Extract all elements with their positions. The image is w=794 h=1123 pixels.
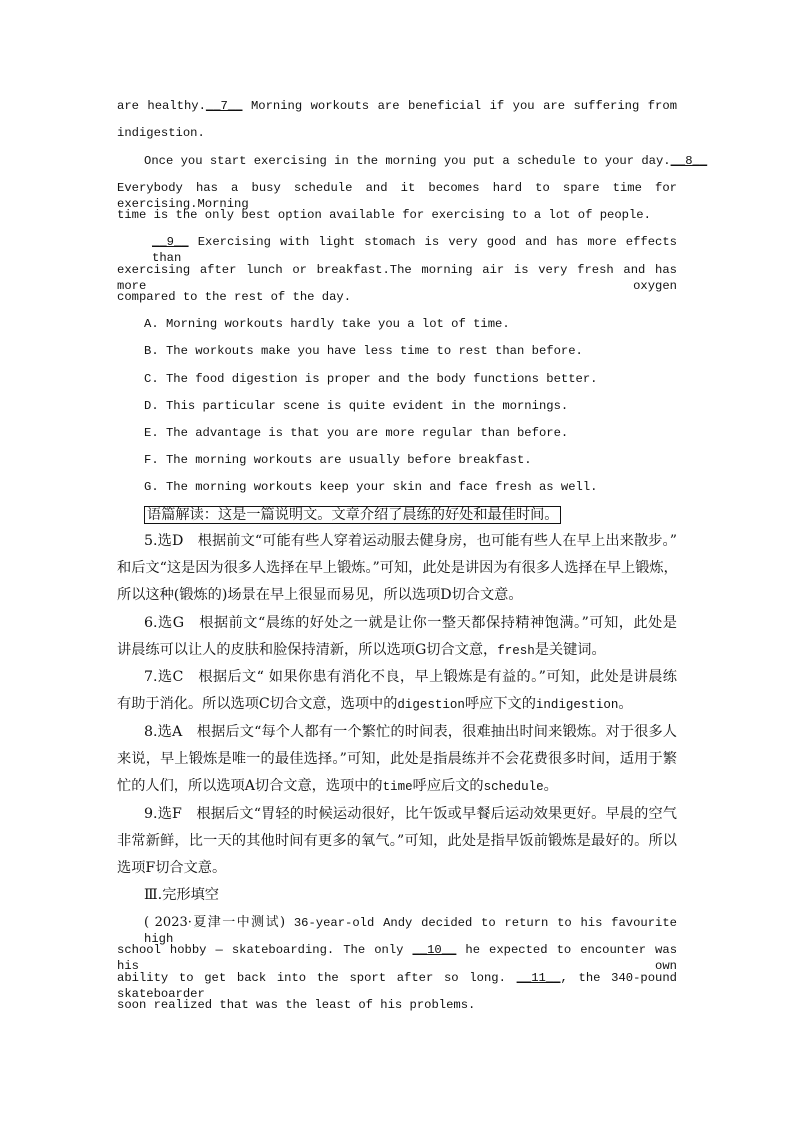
answer-9-line: 选项F切合文意。 [117, 860, 227, 876]
option-f: F. The morning workouts are usually before breakfast. [144, 453, 532, 467]
passage-line: are healthy.__7__ Morning workouts are beneficial if you are suffering from [117, 99, 678, 113]
answer-5-line: 5.选D 根据前文“可能有些人穿着运动服去健身房，也可能有些人在早上出来散步。” [144, 533, 677, 549]
cloze-line: ability to get back into the sport after so long. __11__, the 340-pound skateboarder [117, 971, 677, 1001]
option-a: A. Morning workouts hardly take you a lot of time. [144, 317, 510, 331]
passage-line: compared to the rest of the day. [117, 290, 352, 304]
answer-5-line: 和后文“这是因为很多人选择在早上锻炼。”可知，此处是讲因为有很多人选择在早上锻炼， [117, 560, 678, 576]
answer-7-line: 7.选C 根据后文“ 如果你患有消化不良，早上锻炼是有益的。”可知，此处是讲晨练 [144, 669, 677, 685]
passage-line: Everybody has a busy schedule and it becomes hard to spare time for exercising.Morning [117, 181, 677, 211]
blank-8: __8__ [670, 154, 708, 168]
blank-7: __7__ [205, 99, 243, 113]
option-g: G. The morning workouts keep your skin and face fresh as well. [144, 480, 598, 494]
blank-11: __11__ [516, 971, 561, 985]
cloze-source: ( 2023·夏津一中测试) [144, 915, 286, 930]
answer-5-line: 所以这种(锻炼的)场景在早上很显而易见，所以选项D切合文意。 [117, 587, 523, 603]
answer-6-line: 6.选G 根据前文“晨练的好处之一就是让你一整天都保持精神饱满。”可知，此处是 [144, 615, 677, 631]
answer-8-line: 忙的人们，所以选项A切合文意，选项中的time呼应后文的schedule。 [117, 778, 558, 794]
reading-note: 语篇解读：这是一篇说明文。文章介绍了晨练的好处和最佳时间。 [144, 506, 677, 524]
option-d: D. This particular scene is quite evident in the mornings. [144, 399, 569, 413]
passage-line: __9__ Exercising with light stomach is very good and has more effects than [152, 235, 677, 265]
answer-8-line: 8.选A 根据后文“每个人都有一个繁忙的时间表，很难抽出时间来锻炼。对于很多人 [144, 724, 677, 740]
answer-6-line: 讲晨练可以让人的皮肤和脸保持清新，所以选项G切合文意，fresh是关键词。 [117, 642, 606, 658]
answer-8-line: 来说，早上锻炼是唯一的最佳选择。”可知，此处是指晨练并不会花费很多时间，适用于繁 [117, 751, 677, 767]
blank-10: __10__ [412, 943, 457, 957]
answer-7-line: 有助于消化。所以选项C切合文意，选项中的digestion呼应下文的indigestion。 [117, 696, 633, 712]
option-c: C. The food digestion is proper and the body functions better. [144, 372, 598, 386]
passage-line: indigestion. [117, 126, 205, 140]
cloze-line: ( 2023·夏津一中测试) 36-year-old Andy decided to return to his favourite high [144, 915, 677, 946]
passage-line: exercising after lunch or breakfast.The morning air is very fresh and has more oxygen [117, 263, 677, 293]
cloze-line: soon realized that was the least of his problems. [117, 998, 476, 1012]
blank-9: __9__ [152, 235, 189, 249]
option-e: E. The advantage is that you are more regular than before. [144, 426, 569, 440]
passage-line: time is the only best option available for exercising to a lot of people. [117, 208, 651, 222]
section-heading: Ⅲ.完形填空 [144, 887, 219, 903]
answer-9-line: 非常新鲜，比一天的其他时间有更多的氧气。”可知，此处是指早饭前锻炼是最好的。所以 [117, 833, 677, 849]
passage-line: Once you start exercising in the morning you put a schedule to your day.__8__ [144, 154, 708, 168]
option-b: B. The workouts make you have less time to rest than before. [144, 344, 583, 358]
answer-9-line: 9.选F 根据后文“胃轻的时候运动很好，比午饭或早餐后运动效果更好。早晨的空气 [144, 806, 677, 822]
cloze-line: school hobby — skateboarding. The only __10__ he expected to encounter was his own [117, 943, 678, 973]
